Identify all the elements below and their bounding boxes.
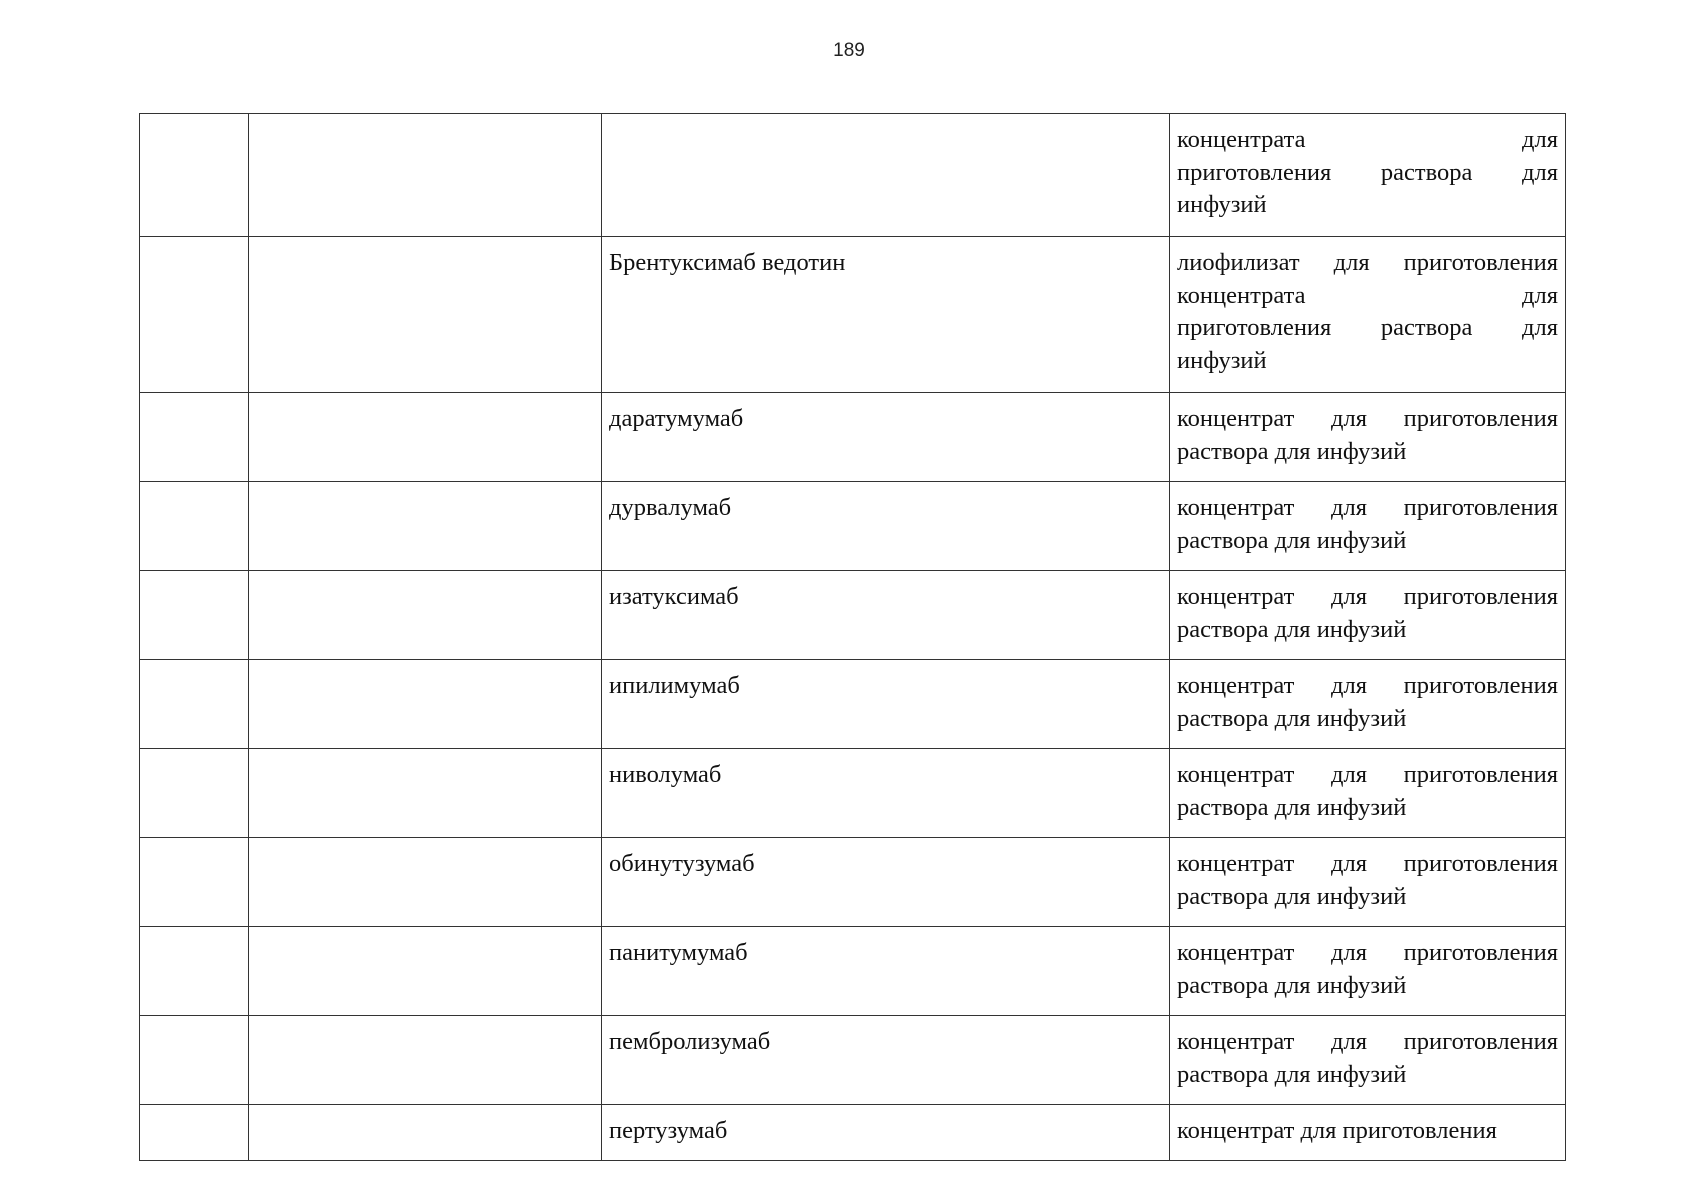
atc-group-cell (249, 660, 602, 749)
drug-table (139, 113, 1566, 1161)
page-number: 189 (833, 40, 865, 61)
atc-code-cell (140, 749, 249, 838)
table-row (140, 749, 1566, 838)
dosage-form-line: инфузий (1177, 346, 1267, 374)
table-row (140, 571, 1566, 660)
table-row (140, 114, 1566, 237)
atc-group-cell (249, 571, 602, 660)
table-row (140, 1016, 1566, 1105)
dosage-form-line: концентрат для приготовления (1177, 1028, 1558, 1055)
dosage-form-line: раствора для инфузий (1177, 704, 1407, 732)
dosage-form-line: приготовления раствора для (1177, 158, 1558, 186)
dosage-form-line: раствора для инфузий (1177, 526, 1407, 554)
table-row (140, 838, 1566, 927)
dosage-form-cell (1170, 1105, 1566, 1161)
drug-name-cell: дурвалумаб (602, 482, 1170, 571)
dosage-form-cell (1170, 393, 1566, 482)
drug-name-cell: пембролизумаб (602, 1016, 1170, 1105)
dosage-form-line: инфузий (1177, 191, 1267, 218)
dosage-form-line: концентрат для приготовления (1177, 583, 1558, 610)
atc-code-cell (140, 114, 249, 237)
table-row (140, 927, 1566, 1016)
dosage-form-cell (1170, 838, 1566, 927)
atc-code-cell (140, 838, 249, 927)
table-body (140, 114, 1566, 1161)
dosage-form-line: концентрат для приготовления (1177, 939, 1558, 966)
dosage-form-line: концентрата для (1177, 281, 1558, 309)
atc-group-cell (249, 1105, 602, 1161)
dosage-form-cell (1170, 571, 1566, 660)
table-row (140, 482, 1566, 571)
drug-name-cell: ипилимумаб (602, 660, 1170, 749)
dosage-form-cell (1170, 1016, 1566, 1105)
drug-name-cell: обинутузумаб (602, 838, 1170, 927)
atc-code-cell (140, 571, 249, 660)
atc-group-cell (249, 237, 602, 393)
dosage-form-line: концентрат для приготовления (1177, 761, 1558, 788)
drug-name-cell: даратумумаб (602, 393, 1170, 482)
dosage-form-cell (1170, 660, 1566, 749)
dosage-form-line: концентрат для приготовления (1177, 1117, 1497, 1144)
table-row (140, 660, 1566, 749)
dosage-form-line: лиофилизат для приготовления (1177, 249, 1558, 276)
dosage-form-line: концентрат для приготовления (1177, 672, 1558, 699)
table-row (140, 393, 1566, 482)
atc-code-cell (140, 1016, 249, 1105)
atc-group-cell (249, 838, 602, 927)
atc-group-cell (249, 393, 602, 482)
table-row (140, 237, 1566, 393)
dosage-form-line: приготовления раствора для (1177, 314, 1558, 341)
dosage-form-line: раствора для инфузий (1177, 1060, 1407, 1088)
atc-group-cell (249, 114, 602, 237)
atc-code-cell (140, 660, 249, 749)
atc-code-cell (140, 927, 249, 1016)
atc-group-cell (249, 482, 602, 571)
dosage-form-cell (1170, 237, 1566, 393)
atc-group-cell (249, 927, 602, 1016)
drug-name-cell: Брентуксимаб ведотин (602, 237, 1170, 393)
drug-name-cell: изатуксимаб (602, 571, 1170, 660)
dosage-form-cell (1170, 927, 1566, 1016)
drug-name-cell: пертузумаб (602, 1105, 1170, 1161)
atc-group-cell (249, 1016, 602, 1105)
drug-name-cell (602, 114, 1170, 237)
table-row (140, 1105, 1566, 1161)
dosage-form-line: концентрата для (1177, 126, 1558, 153)
drug-name-cell: ниволумаб (602, 749, 1170, 838)
dosage-form-line: раствора для инфузий (1177, 971, 1407, 999)
dosage-form-line: концентрат для приготовления (1177, 405, 1558, 432)
dosage-form-line: концентрат для приготовления (1177, 494, 1558, 521)
atc-code-cell (140, 482, 249, 571)
atc-group-cell (249, 749, 602, 838)
dosage-form-line: концентрат для приготовления (1177, 850, 1558, 877)
drug-name-cell: панитумумаб (602, 927, 1170, 1016)
dosage-form-cell (1170, 114, 1566, 237)
dosage-form-line: раствора для инфузий (1177, 437, 1407, 465)
dosage-form-cell (1170, 749, 1566, 838)
dosage-form-line: раствора для инфузий (1177, 615, 1407, 643)
atc-code-cell (140, 393, 249, 482)
atc-code-cell (140, 1105, 249, 1161)
atc-code-cell (140, 237, 249, 393)
dosage-form-cell (1170, 482, 1566, 571)
dosage-form-line: раствора для инфузий (1177, 793, 1407, 821)
dosage-form-line: раствора для инфузий (1177, 882, 1407, 910)
